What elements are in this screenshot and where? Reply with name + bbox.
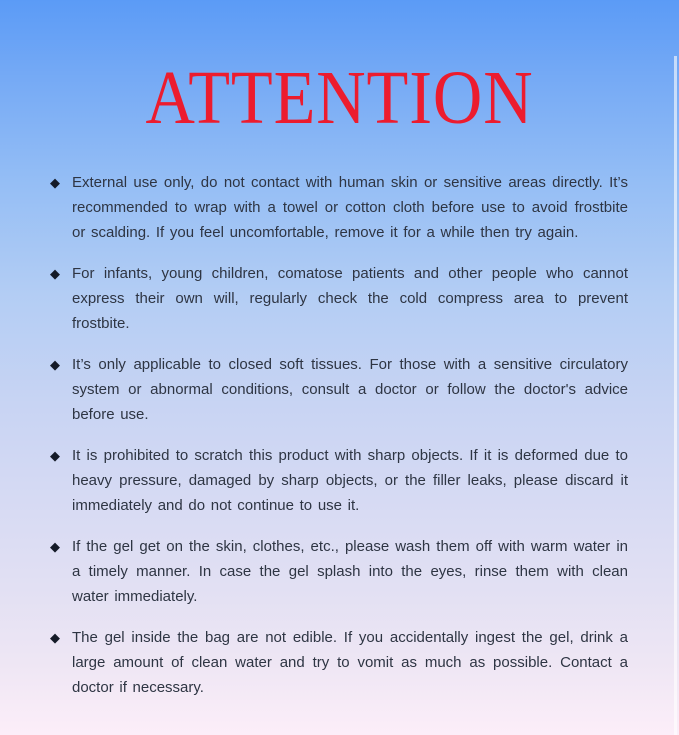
warning-item	[50, 261, 628, 336]
attention-title: ATTENTION	[145, 56, 534, 140]
warning-text: The gel inside the bag are not edible. If you accidentally ingest the gel, drink a large amount of clean water and try to vomit as much as possible. Contact a doctor if necessary.	[72, 629, 628, 696]
diamond-bullet-icon: ◆	[50, 357, 60, 372]
warning-item	[50, 443, 628, 518]
diamond-bullet-icon: ◆	[50, 539, 60, 554]
warning-text: For infants, young children, comatose patients and other people who cannot express their own will, regularly check the cold compress area to prevent frostbite.	[72, 265, 628, 332]
warning-text: External use only, do not contact with human skin or sensitive areas directly. It’s recommended to wrap with a towel or cotton cloth before use to avoid frostbite or scalding. If you feel uncomfortable, remove it for a while then try again.	[72, 174, 628, 241]
warning-item	[50, 170, 628, 245]
warning-list	[0, 170, 679, 700]
warning-text: It is prohibited to scratch this product with sharp objects. If it is deformed due to heavy pressure, damaged by sharp objects, or the filler leaks, please discard it immediately and do not continue to use it.	[72, 447, 628, 514]
diamond-bullet-icon: ◆	[50, 175, 60, 190]
warning-text: It’s only applicable to closed soft tissues. For those with a sensitive circulatory system or abnormal conditions, consult a doctor or follow the doctor's advice before use.	[72, 356, 628, 423]
warning-item	[50, 625, 628, 700]
warning-text: If the gel get on the skin, clothes, etc., please wash them off with warm water in a timely manner. In case the gel splash into the eyes, rinse them with clean water immediately.	[72, 538, 628, 605]
diamond-bullet-icon: ◆	[50, 448, 60, 463]
diamond-bullet-icon: ◆	[50, 630, 60, 645]
diamond-bullet-icon: ◆	[50, 266, 60, 281]
warning-item	[50, 534, 628, 609]
warning-item	[50, 352, 628, 427]
attention-label-page	[0, 56, 679, 735]
